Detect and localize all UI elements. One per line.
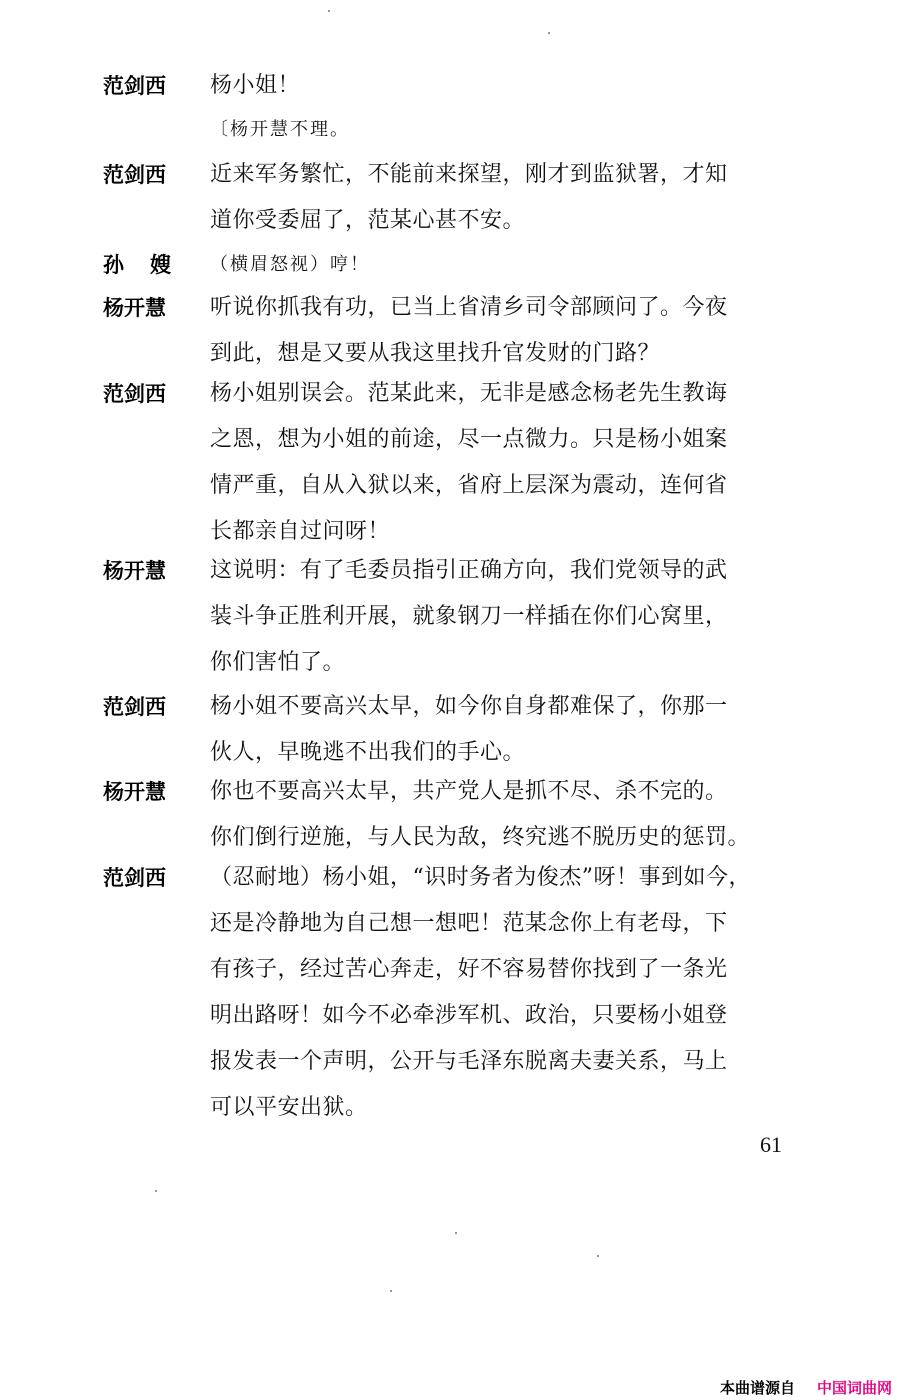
dialogue-line: 杨小姐！: [210, 73, 301, 98]
dialogue-text: [210, 371, 850, 555]
dialogue-line: 还是冷静地为自己想一想吧！范某念你上有老母，下: [210, 911, 728, 936]
speaker-name: 范剑西: [103, 695, 166, 719]
scan-speck: [597, 1255, 599, 1257]
dialogue-line: 到此，想是又要从我这里找升官发财的门路？: [210, 341, 661, 366]
speaker-name: 孙嫂: [103, 253, 197, 277]
dialogue-text: [210, 107, 850, 153]
scan-speck: [155, 1190, 157, 1192]
watermark-source-label: 本曲谱源自: [719, 1379, 795, 1397]
speaker-name: 范剑西: [103, 74, 166, 98]
speaker-name: 范剑西: [103, 382, 166, 406]
dialogue-line: 情严重，自从入狱以来，省府上层深为震动，连何省: [210, 473, 728, 498]
dialogue-text: [210, 152, 850, 244]
source-watermark: [720, 1378, 892, 1398]
scan-speck: [455, 1232, 457, 1234]
dialogue-line: 近来军务繁忙，不能前来探望，刚才到监狱署，才知: [210, 162, 728, 187]
dialogue-text: [210, 684, 850, 776]
dialogue-text: [210, 63, 850, 109]
dialogue-line: 有孩子，经过苦心奔走，好不容易替你找到了一条光: [210, 957, 728, 982]
speaker-name: 杨开慧: [103, 296, 166, 320]
dialogue-text: [210, 548, 850, 686]
dialogue-line: （横眉怒视）哼！: [210, 254, 370, 275]
scan-speck: [548, 32, 550, 34]
dialogue-line: 道你受委屈了，范某心甚不安。: [210, 208, 526, 233]
dialogue-line: 装斗争正胜利开展，就象钢刀一样插在你们心窝里，: [210, 604, 728, 629]
dialogue-text: [210, 769, 850, 861]
dialogue-line: 你们倒行逆施，与人民为敌，终究逃不脱历史的惩罚。: [210, 825, 751, 850]
dialogue-line: 可以平安出狱。: [210, 1095, 368, 1120]
dialogue-text: [210, 242, 850, 288]
dialogue-text: [210, 285, 850, 377]
dialogue-line: 听说你抓我有功，已当上省清乡司令部顾问了。今夜: [210, 295, 728, 320]
dialogue-line: 杨小姐别误会。范某此来，无非是感念杨老先生教诲: [210, 381, 728, 406]
dialogue-line: 你也不要高兴太早，共产党人是抓不尽、杀不完的。: [210, 779, 728, 804]
scan-speck: [390, 1290, 392, 1292]
dialogue-line: 长都亲自过问呀！: [210, 519, 391, 544]
dialogue-line: 这说明：有了毛委员指引正确方向，我们党领导的武: [210, 558, 728, 583]
speaker-name: 杨开慧: [103, 559, 166, 583]
page-number: 61: [760, 1132, 782, 1157]
speaker-name: 范剑西: [103, 163, 166, 187]
watermark-site-link[interactable]: 中国词曲网: [816, 1379, 892, 1397]
dialogue-line: 报发表一个声明，公开与毛泽东脱离夫妻关系，马上: [210, 1049, 728, 1074]
dialogue-text: [210, 855, 850, 1131]
dialogue-line: 伙人，早晚逃不出我们的手心。: [210, 740, 526, 765]
speaker-name: 范剑西: [103, 866, 166, 890]
dialogue-line: 杨小姐不要高兴太早，如今你自身都难保了，你那一: [210, 694, 728, 719]
stage-direction-line: 〔杨开慧不理。: [210, 119, 350, 140]
speaker-name: 杨开慧: [103, 780, 166, 804]
dialogue-line: 明出路呀！如今不必牵涉军机、政治，只要杨小姐登: [210, 1003, 728, 1028]
dialogue-line: 你们害怕了。: [210, 650, 346, 675]
dialogue-line: （忍耐地）杨小姐，“识时务者为俊杰”呀！事到如今，: [210, 865, 751, 890]
scan-speck: [328, 10, 330, 12]
dialogue-line: 之恩，想为小姐的前途，尽一点微力。只是杨小姐案: [210, 427, 728, 452]
